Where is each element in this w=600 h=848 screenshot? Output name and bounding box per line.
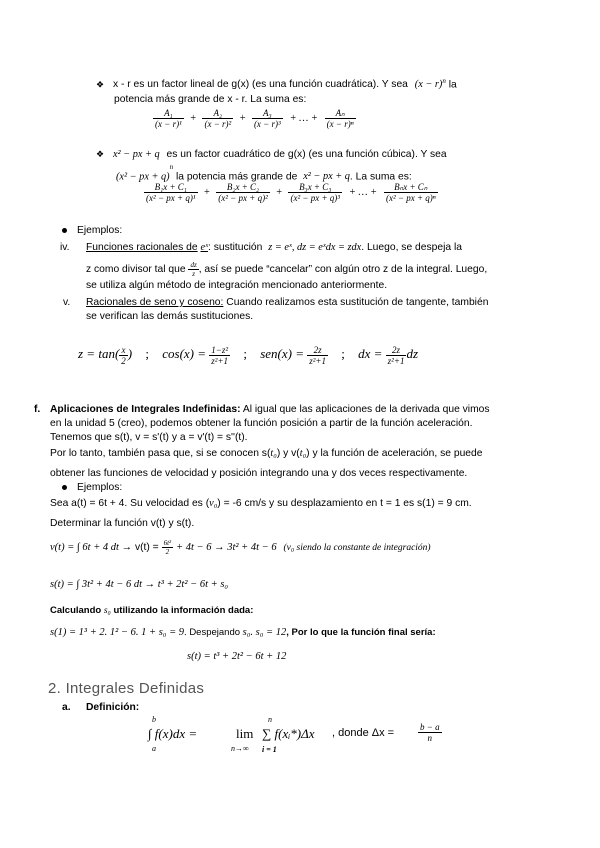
bullet-b-sum: $\frac{\text{B₁x + C₁}}{\text{(x² − px + q)¹}}$ + $\frac{\text{B₂x + C₂}}{\text{(x² − px + q)²}}$ + $\frac{\text{B₃x + C₃}}{\text{(x² − px + q)³}}$ + … + $\frac{\text{Bₙx + Cₙ}}{\text{(x² − px + q)ⁿ}}$ [146, 182, 436, 203]
examples-bullet-1: Ejemplos: [62, 224, 122, 237]
calculating-s0: Calculando s₀ utilizando la información dada: [50, 605, 254, 616]
section-f-line5: obtener las funciones de velocidad y posición integrando una y dos veces respectivamente. [50, 468, 468, 479]
sum-b-term-1: $\frac{\text{B₁x + C₁}}{\text{(x² − px + q)¹}}$ [146, 182, 196, 203]
item-iv-number: iv. [60, 242, 70, 253]
section-f-label: f. [34, 404, 41, 415]
position-equation: s(t) = ∫ 3t² + 4t − 6 dt → t³ + 2t² − 6t + s₀ [50, 579, 229, 590]
dz-over-z: $\frac{dz}{z}$ [190, 261, 197, 278]
bullet-a-line2: potencia más grande de x - r. La suma es: [114, 94, 307, 105]
section-f-line4: Por lo tanto, también pasa que, si se conocen s(t₀) y v(t₀) y la función de aceleración, se puede [50, 448, 483, 459]
bullet-a-line1: ❖ x - r es un factor lineal de g(x) (es una función cuadrática). Y sea $(x - r)^n$ la [96, 77, 457, 91]
velocity-equation: v(t) = ∫ 6t + 4 dt → v(t) = $\frac{\text{6t²}}{2}$ + 4t − 6 → 3t² + 4t − 6 (v₀ siendo la constante de integración) [50, 538, 431, 556]
bullet-b-line2: (x² − px + q)$^n$ la potencia más grande de x² − px + q. La suma es: [116, 163, 412, 183]
subsection-a-label: a. [62, 702, 71, 713]
final-position-function: s(t) = t³ + 2t² − 6t + 12 [187, 651, 287, 662]
document-page: ❖ x - r es un factor lineal de g(x) (es una función cuadrática). Y sea $(x - r)^n$ la potencia más grande de x - r. La suma es: $\frac{\text{A₁}}{\text{(x − r)¹}}$ + $\frac{\text{A₂}}{\text{(x − r)²}}$ + $\frac{\text{A₃}}{\text{(x − r)³}}$ + … + $\frac{\text{Aₙ}}{\text{(x − r)ⁿ}}$ ❖ x² − px + q es un factor cuadrático de g(x) (es una función cúbica). Y sea (x² − px + q)$^n$ la potencia más grande de x² − px + q. La suma es: $\frac{\text{B₁x + C₁}}{\text{(x² − px + q)¹}}$ + $\frac{\text{B₂x + C₂}}{\text{(x² − px + q)²}}$ + $\frac{\text{B₃x + C₃}}{\text{(x² − px + q)³}}$ + … + $\frac{\text{Bₙx + Cₙ}}{\text{(x² − px + q)ⁿ}}$ Ejemplos: iv. Funciones racionales de eˣ: sustitución z = eˣ, dz = eˣdx = zdx. Luego, se despeja la z como divisor tal que $\frac{dz}{z}$ , así se puede “cancelar” con algún otro z de la integral. Luego, se utiliza algún método de integración mencionado anteriormente. v. Racionales de seno y coseno: Cuando realizamos esta sustitución de tangente, también se verifican las demás sustituciones. z = tan( $\frac{x}{2}$ ) ; cos(x) = $\frac{\text{1−z²}}{\text{z²+1}}$ ; sen(x) = $\frac{2z}{\text{z²+1}}$ ; dx = $\frac{2z}{\text{z²+1}}$ dz f. Aplicaciones de Integrales Indefinidas: Al igual que las aplicaciones de la derivada que vimos en la unidad 5 (creo), podemos obtener la función posición a partir de la función aceleración. Tenemos que s(t), v = s'(t) y a = v'(t) = s''(t). Por lo tanto, también pasa que, si se conocen s(t₀) y v(t₀) y la función de aceleración, se puede obtener las funciones de velocidad y posición integrando una y dos veces respectivamente. Ejemplos: Sea a(t) = 6t + 4. Su velocidad es (v₀) = -6 cm/s y su desplazamiento en t = 1 es s(1) = 9 cm. Determinar la función v(t) y s(t). v(t) = ∫ 6t + 4 dt → v(t) = $\frac{\text{6t²}}{2}$ + 4t − 6 → 3t² + 4t − 6 (v₀ siendo la constante de integración) s(t) = ∫ 3t² + 4t − 6 dt → t³ + 2t² − 6t + s₀ Calculando s₀ utilizando la información dada: s(1) = 1³ + 2. 1² − 6. 1 + s₀ = 9. Despejando s₀. s₀ = 12, Por lo que la función final sería: s(t) = t³ + 2t² − 6t + 12 2. Integrales Definidas a. Definición: b a ∫ f(x)dx = lim n→∞ n i = 1 ∑ f(xᵢ*)Δx , donde Δx = $\frac{b - a}{n}$ [34, 77, 490, 754]
tangent-substitutions: z = tan( $\frac{x}{2}$ ) ; cos(x) = $\frac{\text{1−z²}}{\text{z²+1}}$ ; sen(x) = $\frac{2z}{\text{z²+1}}$ ; dx = $\frac{2z}{\text{z²+1}}$ dz [78, 344, 419, 366]
dot-bullet-icon [62, 228, 67, 233]
diamond-bullet-icon: ❖ [96, 149, 105, 159]
sum-a-term-1: $\frac{\text{A₁}}{\text{(x − r)¹}}$ [155, 108, 182, 129]
s1-equation: s(1) = 1³ + 2. 1² − 6. 1 + s₀ = 9. Despejando s₀. s₀ = 12, Por lo que la función final sería: [50, 627, 436, 638]
sum-a-term-n: $\frac{\text{Aₙ}}{\text{(x − r)ⁿ}}$ [326, 108, 354, 129]
sum-a-term-2: $\frac{\text{A₂}}{\text{(x − r)²}}$ [204, 108, 232, 129]
section-f-line1: Aplicaciones de Integrales Indefinidas: Al igual que las aplicaciones de la derivada que vimos [50, 404, 490, 415]
example-task: Determinar la función v(t) y s(t). [50, 518, 195, 529]
item-iv-line1: Funciones racionales de eˣ: sustitución z = eˣ, dz = eˣdx = zdx. Luego, se despeja la [86, 242, 462, 253]
sum-b-term-n: $\frac{\text{Bₙx + Cₙ}}{\text{(x² − px + q)ⁿ}}$ [385, 182, 436, 203]
examples-bullet-2: Ejemplos: [62, 481, 122, 494]
sum-a-term-3: $\frac{\text{A₃}}{\text{(x − r)³}}$ [253, 108, 281, 129]
item-iv-line2: z como divisor tal que $\frac{dz}{z}$ , así se puede “cancelar” con algún otro z de la integral. Luego, [86, 261, 488, 278]
subsection-a-title: Definición: [86, 702, 140, 713]
sum-b-term-2: $\frac{\text{B₂x + C₂}}{\text{(x² − px + q)²}}$ [218, 182, 268, 203]
sum-b-term-3: $\frac{\text{B₃x + C₃}}{\text{(x² − px + q)³}}$ [290, 182, 340, 203]
example-statement: Sea a(t) = 6t + 4. Su velocidad es (v₀) = -6 cm/s y su desplazamiento en t = 1 es s(1) = 9 cm. [50, 498, 472, 509]
item-iv-line3: se utiliza algún método de integración mencionado anteriormente. [86, 280, 388, 291]
section-2-heading: 2. Integrales Definidas [48, 680, 205, 697]
item-v-number: v. [63, 297, 71, 308]
bullet-b-line1: ❖ x² − px + q es un factor cuadrático de g(x) (es una función cúbica). Y sea [96, 149, 447, 160]
item-v-line1: Racionales de seno y coseno: Cuando realizamos esta sustitución de tangente, también [86, 297, 489, 308]
bullet-a-sum: $\frac{\text{A₁}}{\text{(x − r)¹}}$ + $\frac{\text{A₂}}{\text{(x − r)²}}$ + $\frac{\text{A₃}}{\text{(x − r)³}}$ + … + $\frac{\text{Aₙ}}{\text{(x − r)ⁿ}}$ [155, 108, 354, 129]
item-v-line2: se verifican las demás sustituciones. [86, 311, 254, 322]
section-f-line3: Tenemos que s(t), v = s'(t) y a = v'(t) = s''(t). [50, 432, 248, 443]
section-f-line2: en la unidad 5 (creo), podemos obtener la función posición a partir de la función aceleración. [50, 418, 473, 429]
diamond-bullet-icon: ❖ [96, 79, 105, 90]
dot-bullet-icon [62, 485, 67, 490]
